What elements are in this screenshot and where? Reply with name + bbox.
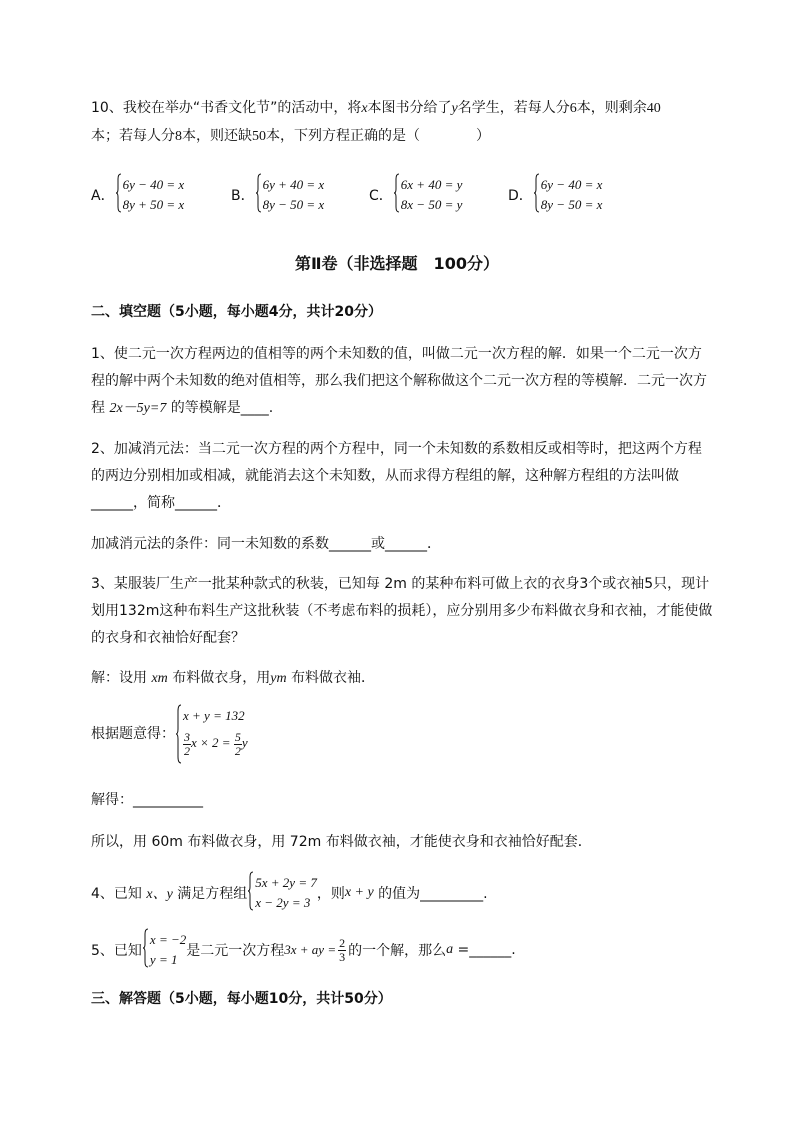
q10-text: 本；若每人分 [91, 128, 175, 144]
q3-line3: 的衣身和衣袖恰好配套？ [91, 630, 245, 646]
q3-line1: 3、某服装厂生产一批某种款式的秋装，已知每 2m 的某种布料可做上衣的衣身3个或衣袖5只，现计 [91, 576, 710, 592]
q1-line2: 程的解中两个未知数的绝对值相等，那么我们把这个解称做这个二元一次方程的等模解．二元一次方 [91, 373, 707, 389]
fraction-numerator: 3 [184, 729, 190, 744]
q10-text: 本，则还缺 [182, 128, 252, 144]
fraction [338, 937, 346, 964]
option-c[interactable] [369, 175, 462, 215]
q10-number: 40 [646, 101, 661, 116]
equation-row: 5x + 2y = 7 [255, 875, 317, 890]
fraction [183, 731, 191, 758]
brace-icon [255, 173, 262, 213]
q10-line2 [91, 122, 490, 151]
option-label: C． [369, 188, 393, 204]
option-label: B． [231, 188, 255, 204]
q4-text: 的值为_________. [373, 886, 488, 902]
q10-text: 本，下列方程正确的是（ ） [266, 128, 490, 144]
q10-text: 10、我校在举办“书香文化节”的活动中，将 [91, 100, 362, 116]
part2-title: 第Ⅱ卷（非选择题 100分） [295, 254, 499, 273]
equation-text: x × 2 = [191, 735, 231, 750]
section2-heading: 二、填空题（5小题，每小题4分，共计20分） [91, 304, 382, 320]
q4-vars: x、y [146, 887, 173, 902]
q3-text: 布料做衣身，用 [167, 670, 271, 686]
q5-expression: 3x + ay = [284, 942, 337, 957]
q3-setup-label: 根据题意得： [91, 726, 175, 742]
equation-system [115, 175, 185, 215]
equation-system [255, 175, 325, 215]
q5-text: 5、已知 [91, 943, 142, 959]
equation-system [393, 175, 463, 215]
q10-var-y: y [451, 101, 458, 116]
option-label: D． [508, 188, 533, 204]
q1-text: 程 [91, 400, 110, 416]
fraction-denominator: 3 [339, 949, 346, 964]
q10-text: 名学生，若每人分 [457, 100, 570, 116]
q10-text: 本，则剩余 [576, 100, 647, 116]
q2-line2: 的两边分别相加或相减，就能消去这个未知数，从而求得方程组的解，这种解方程组的方法叫做 [91, 468, 679, 484]
brace-icon [115, 173, 122, 213]
q5-var: a [446, 942, 454, 957]
brace-icon [393, 173, 400, 213]
equation-row: 6x + 40 = y [400, 177, 463, 192]
equation-row: y = 1 [149, 952, 178, 967]
q3-solution-intro [91, 664, 375, 693]
q3-text: 布料做衣袖． [286, 670, 376, 686]
q5-text: 的一个解，那么 [348, 943, 447, 959]
q5-line [91, 930, 516, 970]
brace-icon [175, 704, 182, 764]
equation-system [247, 873, 317, 913]
equation-row: x + y = 132 [183, 708, 245, 723]
brace-icon [142, 928, 149, 968]
fraction-denominator: 2 [184, 743, 190, 758]
equation-row: 6y − 40 = x [540, 177, 603, 192]
equation-row: 8x − 50 = y [400, 197, 463, 212]
q2-line3: ______，简称______． [91, 495, 231, 511]
q4-text: 4、已知 [91, 886, 147, 902]
equation-row: 6y − 40 = x [122, 177, 185, 192]
q5-text: 是二元一次方程 [186, 943, 285, 959]
option-b[interactable] [231, 175, 324, 215]
q1-line3 [91, 394, 273, 423]
equation-row: 8y − 50 = x [540, 197, 603, 212]
q3-setup [91, 706, 248, 760]
section3-heading: 三、解答题（5小题，每小题10分，共计50分） [91, 991, 392, 1007]
option-d[interactable] [508, 175, 602, 215]
q10-number: 50 [252, 129, 266, 144]
q3-line2: 划用132m这种布料生产这批秋装（不考虑布料的损耗），应分别用多少布料做衣身和衣袖，才能使做 [91, 603, 713, 619]
q4-expression: x + y [344, 885, 374, 900]
q3-conclusion: 所以，用 60m 布料做衣身，用 72m 布料做衣袖，才能使衣身和衣袖恰好配套． [91, 834, 592, 850]
q10-number: 8 [175, 129, 182, 144]
equation-row: 6y + 40 = x [262, 177, 325, 192]
equation-row: 8y − 50 = x [262, 197, 325, 212]
q3-text: 解：设用 [91, 670, 152, 686]
q3-var: ym [270, 671, 287, 686]
q1-line1: 1、使二元一次方程两边的值相等的两个未知数的值，叫做二元一次方程的解．如果一个二元一次方 [91, 346, 702, 362]
q3-solve: 解得：__________ [91, 792, 203, 808]
q4-text: 满足方程组 [172, 886, 248, 902]
q4-text: ，则 [316, 886, 345, 902]
equation-text: y [241, 735, 248, 750]
fraction-denominator: 2 [234, 743, 241, 758]
q10-number: 6 [569, 101, 577, 116]
equation-row: 8y + 50 = x [122, 197, 185, 212]
q10-var-x: x [361, 101, 368, 116]
q10-text: 本图书分给了 [367, 100, 452, 116]
q2-condition: 加减消元法的条件：同一未知数的系数______或______． [91, 536, 441, 552]
fraction-numerator: 2 [339, 935, 346, 950]
q10-line1 [91, 94, 661, 123]
q5-text: =______. [453, 942, 516, 958]
equation-system [175, 706, 248, 760]
q1-text: 的等模解是____. [166, 400, 274, 416]
brace-icon [247, 871, 254, 911]
equation-row: x = −2 [149, 932, 187, 947]
q1-equation: 2x－5y=7 [109, 401, 167, 416]
q3-var: xm [151, 671, 168, 686]
equation-row: x − 2y = 3 [255, 895, 311, 910]
option-label: A． [91, 188, 115, 204]
fraction-numerator: 5 [234, 729, 241, 744]
equation-row [183, 726, 248, 760]
q4-line [91, 873, 488, 913]
equation-system [533, 175, 603, 215]
equation-system [142, 930, 186, 970]
option-a[interactable] [91, 175, 184, 215]
fraction [234, 731, 242, 758]
q2-line1: 2、加减消元法：当二元一次方程的两个方程中，同一个未知数的系数相反或相等时，把这两个方程 [91, 441, 702, 457]
brace-icon [533, 173, 540, 213]
